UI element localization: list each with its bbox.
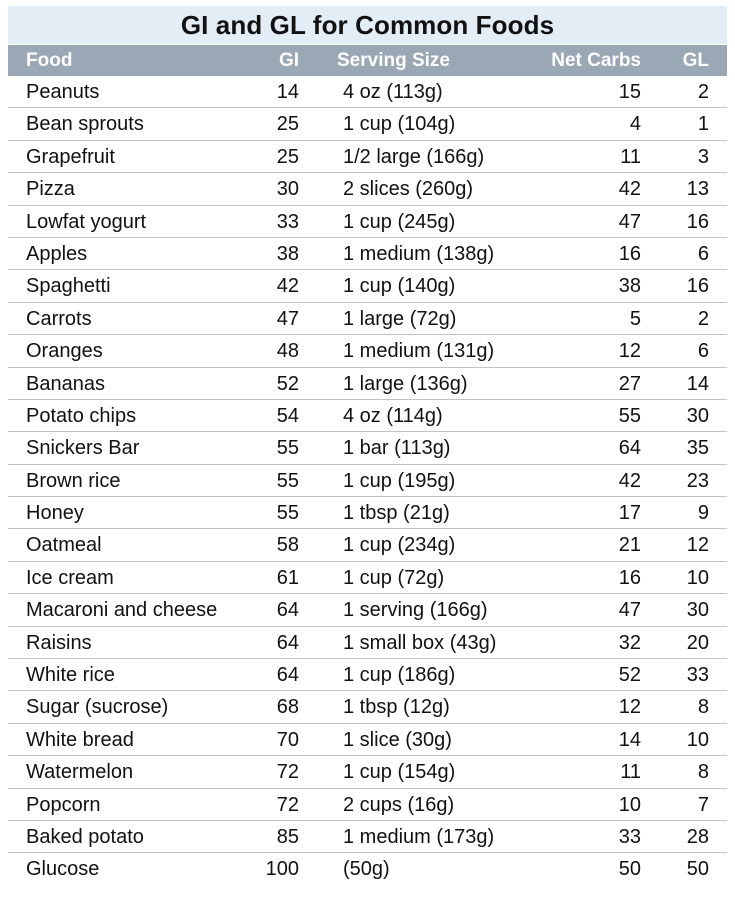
cell-serving-size: 1 cup (186g) (343, 664, 456, 687)
cell-gl: 35 (686, 437, 709, 460)
table-row (8, 497, 727, 529)
cell-gl: 10 (686, 566, 709, 589)
cell-gi: 54 (276, 404, 299, 427)
table-row (8, 724, 727, 756)
cell-food: Apples (26, 242, 88, 265)
cell-gl: 23 (686, 469, 709, 492)
cell-net-carbs: 64 (618, 437, 641, 460)
table-row (8, 465, 727, 497)
cell-food: Pizza (26, 178, 75, 201)
table-row (8, 368, 727, 400)
table-row (8, 335, 727, 367)
cell-gi: 48 (276, 340, 299, 363)
cell-gl: 8 (697, 761, 709, 784)
cell-net-carbs: 33 (618, 825, 641, 848)
cell-net-carbs: 47 (618, 599, 641, 622)
cell-food: Potato chips (26, 404, 137, 427)
cell-food: Ice cream (26, 566, 114, 589)
cell-net-carbs: 11 (620, 145, 641, 168)
cell-food: Bean sprouts (26, 113, 144, 136)
cell-gi: 55 (276, 437, 299, 460)
table-row (8, 206, 727, 238)
cell-serving-size: 1 bar (113g) (343, 437, 451, 460)
cell-gl: 3 (697, 145, 709, 168)
cell-food: Sugar (sucrose) (26, 696, 169, 719)
cell-food: Popcorn (26, 793, 101, 816)
cell-net-carbs: 14 (618, 728, 641, 751)
cell-food: Glucose (26, 858, 100, 881)
cell-food: White rice (26, 664, 115, 687)
cell-net-carbs: 11 (620, 761, 641, 784)
cell-gl: 20 (686, 631, 709, 654)
cell-net-carbs: 4 (629, 113, 641, 136)
cell-food: Snickers Bar (26, 437, 140, 460)
table-row (8, 303, 727, 335)
cell-net-carbs: 47 (618, 210, 641, 233)
cell-gl: 14 (686, 372, 709, 395)
cell-gi: 64 (276, 599, 299, 622)
cell-serving-size: 1 large (136g) (343, 372, 468, 395)
cell-serving-size: 1 tbsp (21g) (343, 502, 450, 525)
cell-gi: 64 (276, 664, 299, 687)
header-food: Food (26, 50, 73, 71)
table-row (8, 270, 727, 302)
cell-serving-size: 1 cup (154g) (343, 761, 456, 784)
table-row (8, 756, 727, 788)
cell-food: Baked potato (26, 825, 144, 848)
table-row (8, 141, 727, 173)
cell-gl: 6 (697, 340, 709, 363)
cell-serving-size: 1 medium (131g) (343, 340, 495, 363)
cell-gl: 16 (686, 210, 709, 233)
cell-gl: 1 (697, 113, 709, 136)
cell-serving-size: (50g) (343, 858, 390, 881)
cell-gi: 58 (276, 534, 299, 557)
cell-serving-size: 1 cup (140g) (343, 275, 456, 298)
cell-gl: 16 (686, 275, 709, 298)
cell-gl: 2 (697, 81, 709, 103)
cell-gi: 64 (276, 631, 299, 654)
cell-serving-size: 1 large (72g) (343, 307, 457, 330)
cell-gl: 7 (697, 793, 709, 816)
cell-gl: 50 (686, 858, 709, 881)
table-body (8, 76, 727, 886)
cell-gl: 2 (697, 307, 709, 330)
cell-gi: 42 (276, 275, 299, 298)
cell-gi: 72 (276, 793, 299, 816)
cell-net-carbs: 52 (618, 664, 641, 687)
cell-gl: 9 (697, 502, 709, 525)
cell-gl: 10 (686, 728, 709, 751)
cell-gi: 52 (276, 372, 299, 395)
table-title: GI and GL for Common Foods (180, 9, 555, 40)
cell-serving-size: 1 cup (245g) (343, 210, 456, 233)
cell-gi: 25 (276, 113, 299, 136)
title-bar (8, 6, 727, 44)
table-row (8, 562, 727, 594)
cell-gi: 38 (276, 242, 299, 265)
cell-net-carbs: 5 (629, 307, 641, 330)
cell-food: Brown rice (26, 469, 121, 492)
table-row (8, 108, 727, 140)
header-serving-size: Serving Size (337, 50, 450, 71)
cell-gi: 68 (276, 696, 299, 719)
cell-serving-size: 1 slice (30g) (343, 728, 452, 751)
cell-gl: 30 (686, 599, 709, 622)
cell-food: Honey (26, 502, 84, 525)
table-row (8, 400, 727, 432)
table-header-row (8, 45, 727, 76)
cell-gi: 55 (276, 469, 299, 492)
table-row (8, 173, 727, 205)
cell-food: Carrots (26, 307, 92, 330)
cell-net-carbs: 12 (618, 696, 641, 719)
cell-net-carbs: 17 (618, 502, 641, 525)
cell-gi: 33 (276, 210, 299, 233)
cell-serving-size: 1 cup (234g) (343, 534, 456, 557)
header-net-carbs: Net Carbs (551, 50, 641, 71)
cell-food: Raisins (26, 631, 92, 654)
cell-serving-size: 1 tbsp (12g) (343, 696, 450, 719)
cell-serving-size: 1 cup (195g) (343, 469, 456, 492)
cell-gl: 13 (686, 178, 709, 201)
cell-food: Watermelon (26, 761, 134, 784)
cell-net-carbs: 38 (618, 275, 641, 298)
cell-gl: 8 (697, 696, 709, 719)
cell-serving-size: 1 serving (166g) (343, 599, 488, 622)
cell-serving-size: 1 small box (43g) (343, 631, 497, 654)
cell-net-carbs: 42 (618, 178, 641, 201)
cell-net-carbs: 16 (618, 242, 641, 265)
cell-gl: 6 (697, 242, 709, 265)
table-row (8, 659, 727, 691)
cell-net-carbs: 27 (618, 372, 641, 395)
cell-food: White bread (26, 728, 134, 751)
cell-gi: 55 (276, 502, 299, 525)
cell-gi: 70 (276, 728, 299, 751)
cell-gi: 30 (276, 178, 299, 201)
cell-serving-size: 1 medium (138g) (343, 242, 495, 265)
cell-serving-size: 1 medium (173g) (343, 825, 495, 848)
table-row (8, 529, 727, 561)
table-row (8, 821, 727, 853)
cell-serving-size: 2 cups (16g) (343, 793, 455, 816)
cell-gl: 33 (686, 664, 709, 687)
table-row (8, 594, 727, 626)
cell-gi: 14 (276, 81, 299, 103)
cell-food: Oranges (26, 340, 103, 363)
cell-gi: 85 (276, 825, 299, 848)
table-row (8, 76, 727, 108)
cell-food: Grapefruit (26, 145, 115, 168)
cell-food: Macaroni and cheese (26, 599, 218, 622)
cell-gl: 28 (686, 825, 709, 848)
cell-food: Lowfat yogurt (26, 210, 147, 233)
cell-serving-size: 2 slices (260g) (343, 178, 474, 201)
table-row (8, 238, 727, 270)
table-row (8, 789, 727, 821)
cell-gi: 25 (276, 145, 299, 168)
cell-net-carbs: 16 (618, 566, 641, 589)
cell-serving-size: 1/2 large (166g) (343, 145, 485, 168)
cell-gi: 72 (276, 761, 299, 784)
table-row (8, 853, 727, 885)
cell-net-carbs: 55 (618, 404, 641, 427)
cell-net-carbs: 10 (618, 793, 641, 816)
cell-serving-size: 4 oz (114g) (343, 404, 443, 427)
cell-gi: 100 (265, 858, 299, 881)
cell-net-carbs: 15 (618, 81, 641, 103)
table-row (8, 627, 727, 659)
cell-serving-size: 1 cup (104g) (343, 113, 456, 136)
cell-net-carbs: 42 (618, 469, 641, 492)
cell-food: Spaghetti (26, 275, 111, 298)
cell-serving-size: 4 oz (113g) (343, 81, 443, 103)
cell-food: Oatmeal (26, 534, 102, 557)
cell-food: Bananas (26, 372, 105, 395)
table-row (8, 432, 727, 464)
header-gl: GL (682, 50, 709, 71)
cell-net-carbs: 32 (618, 631, 641, 654)
cell-gl: 12 (686, 534, 709, 557)
cell-gl: 30 (686, 404, 709, 427)
cell-net-carbs: 12 (618, 340, 641, 363)
table-row (8, 691, 727, 723)
cell-net-carbs: 50 (618, 858, 641, 881)
cell-net-carbs: 21 (618, 534, 641, 557)
cell-serving-size: 1 cup (72g) (343, 566, 445, 589)
cell-gi: 61 (276, 566, 299, 589)
header-gi: GI (278, 50, 299, 71)
cell-gi: 47 (276, 307, 299, 330)
cell-food: Peanuts (26, 81, 100, 103)
